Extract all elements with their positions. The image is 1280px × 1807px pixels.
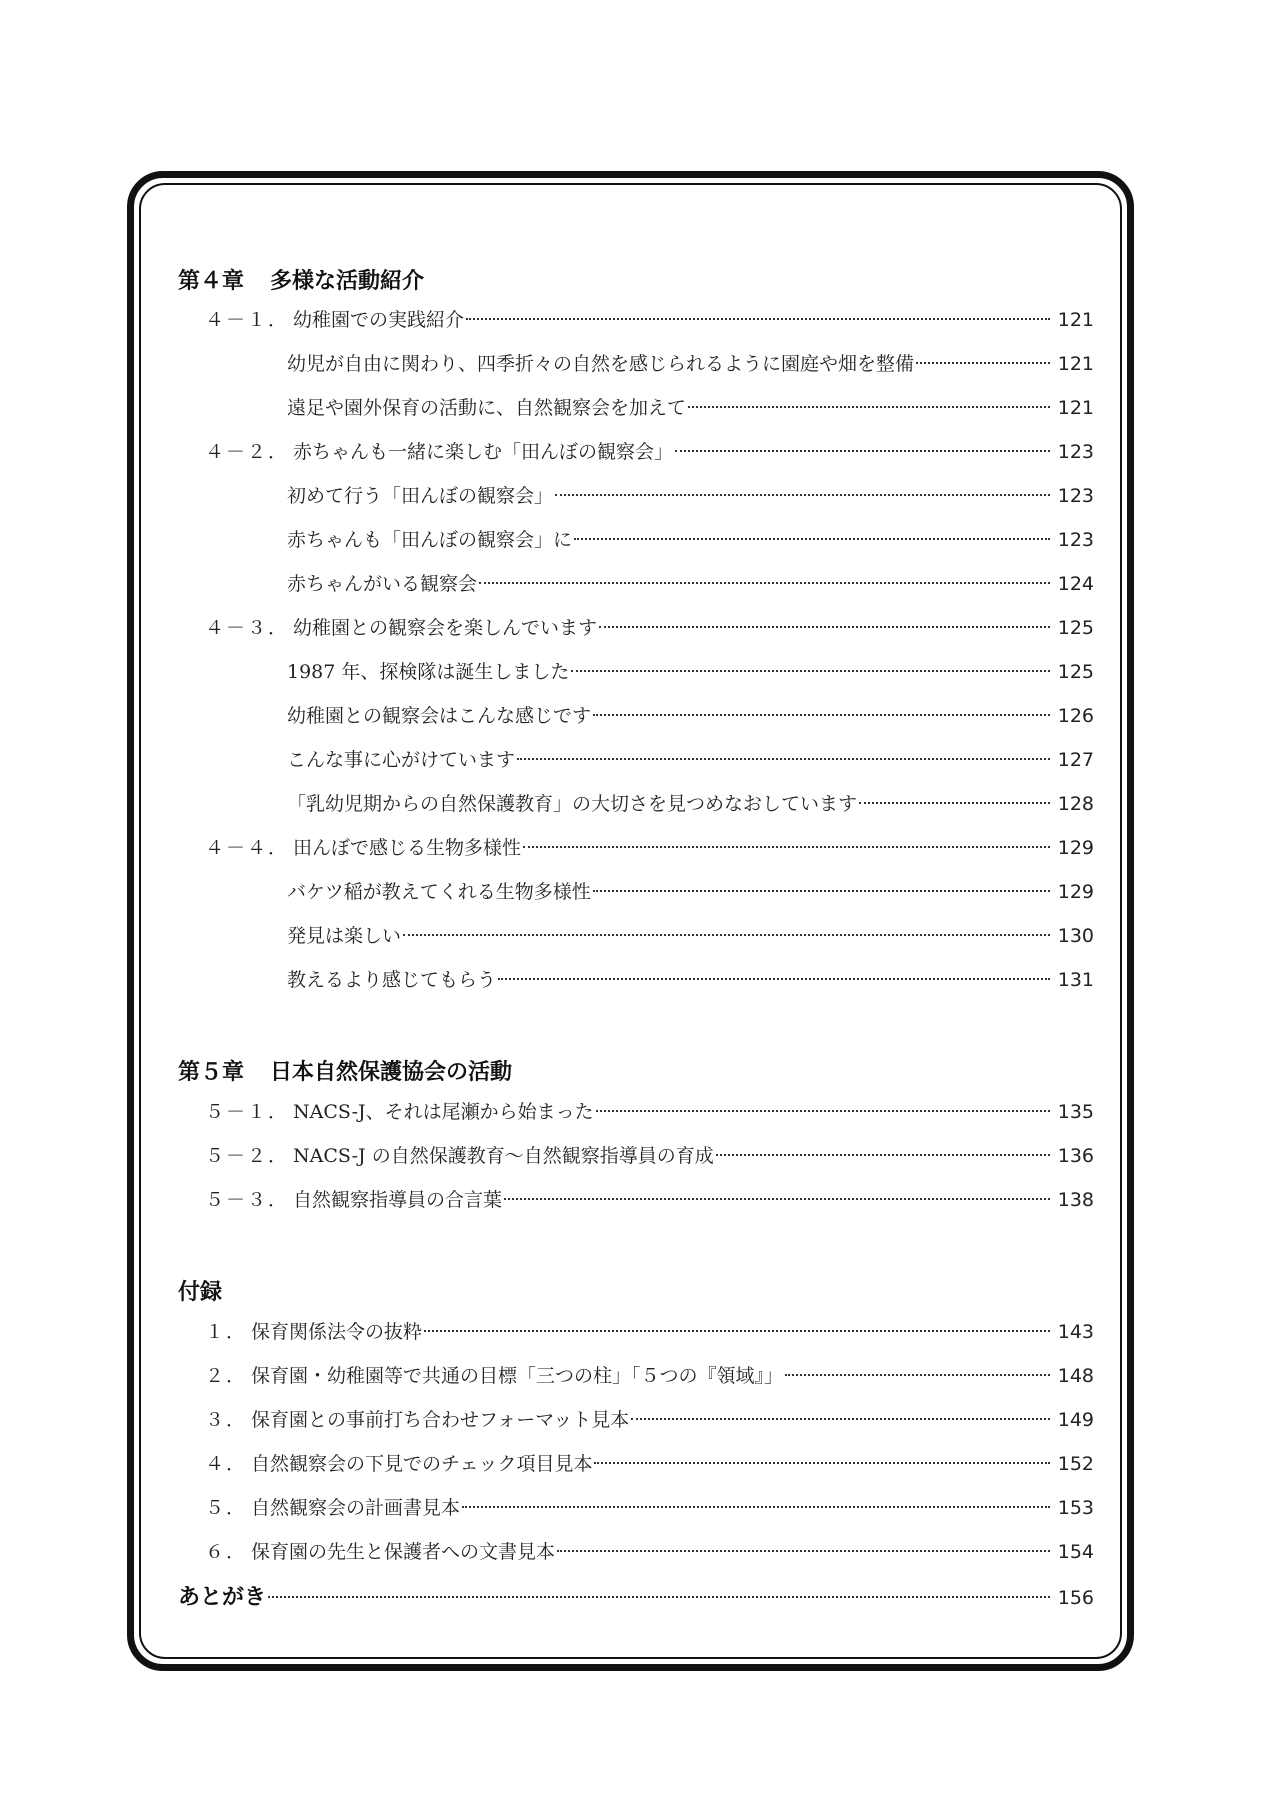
toc-entry[interactable] (287, 701, 1094, 731)
entry-number: ５－３． (205, 1189, 290, 1211)
entry-label: こんな事に心がけています (287, 749, 516, 771)
entry-number: ６． (205, 1541, 248, 1563)
entry-label: 遠足や園外保育の活動に、自然観察会を加えて (287, 397, 687, 419)
dot-leader (268, 1596, 1050, 1598)
page-number: 138 (1057, 1189, 1094, 1211)
dot-leader (593, 890, 1050, 892)
chapter-number: 第４章 (178, 269, 245, 294)
page-number: 135 (1057, 1101, 1094, 1123)
entry-label: 自然観察会の下見でのチェック項目見本 (251, 1453, 593, 1475)
toc-entry[interactable] (287, 569, 1094, 599)
dot-leader (403, 934, 1050, 936)
entry-label: バケツ稲が教えてくれる生物多様性 (287, 881, 591, 903)
page-number: 130 (1057, 925, 1094, 947)
page-number: 154 (1057, 1541, 1094, 1563)
chapter-4-heading (178, 264, 424, 295)
toc-entry[interactable] (205, 1097, 1094, 1127)
entry-label: 保育園・幼稚園等で共通の目標「三つの柱」「５つの『領域』」 (251, 1365, 784, 1387)
dot-leader (462, 1506, 1050, 1508)
toc-entry[interactable] (287, 657, 1094, 687)
page-number: 131 (1057, 969, 1094, 991)
toc-entry[interactable] (205, 1141, 1094, 1171)
entry-label: 田んぼで感じる生物多様性 (293, 837, 522, 859)
dot-leader (716, 1154, 1050, 1156)
toc-entry[interactable] (287, 393, 1094, 423)
entry-label: 自然観察会の計画書見本 (251, 1497, 461, 1519)
toc-entry[interactable] (205, 1405, 1094, 1435)
entry-label: 初めて行う「田んぼの観察会」 (287, 485, 554, 507)
entry-number: ３． (205, 1409, 248, 1431)
entry-number: ５． (205, 1497, 248, 1519)
appendix-heading (178, 1275, 222, 1306)
dot-leader (593, 714, 1050, 716)
entry-number: ４． (205, 1453, 248, 1475)
dot-leader (557, 1550, 1050, 1552)
dot-leader (424, 1330, 1050, 1332)
page-number: 121 (1057, 309, 1094, 331)
chapter-title: 多様な活動紹介 (270, 269, 425, 294)
entry-label: 保育関係法令の抜粋 (251, 1321, 423, 1343)
page-number: 125 (1057, 617, 1094, 639)
toc-entry-afterword[interactable] (178, 1583, 1094, 1613)
page-number: 126 (1057, 705, 1094, 727)
dot-leader (675, 450, 1050, 452)
entry-label: 幼稚園での実践紹介 (293, 309, 465, 331)
toc-entry[interactable] (287, 789, 1094, 819)
page-number: 124 (1057, 573, 1094, 595)
dot-leader (574, 538, 1050, 540)
page-number: 149 (1057, 1409, 1094, 1431)
page-number: 143 (1057, 1321, 1094, 1343)
toc-entry[interactable] (205, 1493, 1094, 1523)
dot-leader (504, 1198, 1050, 1200)
chapter-title: 日本自然保護協会の活動 (270, 1060, 513, 1085)
entry-label: 自然観察指導員の合言葉 (293, 1189, 503, 1211)
dot-leader (571, 670, 1049, 672)
dot-leader (785, 1374, 1050, 1376)
toc-entry[interactable] (205, 437, 1094, 467)
toc-entry[interactable] (287, 745, 1094, 775)
toc-entry[interactable] (205, 1361, 1094, 1391)
dot-leader (688, 406, 1050, 408)
page-number: 123 (1057, 441, 1094, 463)
page-number: 121 (1057, 397, 1094, 419)
entry-number: ２． (205, 1365, 248, 1387)
chapter-number: 第５章 (178, 1060, 245, 1085)
page-number: 153 (1057, 1497, 1094, 1519)
entry-number: ４－４． (205, 837, 290, 859)
toc-entry[interactable] (287, 525, 1094, 555)
dot-leader (466, 318, 1050, 320)
entry-label: 発見は楽しい (287, 925, 402, 947)
toc-entry[interactable] (205, 1317, 1094, 1347)
dot-leader (479, 582, 1050, 584)
page-number: 152 (1057, 1453, 1094, 1475)
toc-entry[interactable] (205, 1185, 1094, 1215)
toc-entry[interactable] (287, 481, 1094, 511)
entry-label: 教えるより感じてもらう (287, 969, 497, 991)
dot-leader (631, 1418, 1049, 1420)
chapter-5-heading (178, 1055, 512, 1086)
page-number: 128 (1057, 793, 1094, 815)
entry-label: 赤ちゃんも「田んぼの観察会」に (287, 529, 573, 551)
toc-entry[interactable] (287, 921, 1094, 951)
entry-number: ５－１． (205, 1101, 290, 1123)
entry-label: 「乳幼児期からの自然保護教育」の大切さを見つめなおしています (287, 793, 858, 815)
entry-number: ４－１． (205, 309, 290, 331)
toc-entry[interactable] (287, 349, 1094, 379)
appendix-title: 付録 (178, 1280, 223, 1305)
dot-leader (916, 362, 1050, 364)
page-number: 121 (1057, 353, 1094, 375)
page-number: 136 (1057, 1145, 1094, 1167)
entry-label: 幼稚園との観察会を楽しんでいます (293, 617, 598, 639)
page-number: 148 (1057, 1365, 1094, 1387)
entry-number: ４－３． (205, 617, 290, 639)
dot-leader (517, 758, 1050, 760)
toc-entry[interactable] (287, 877, 1094, 907)
entry-label: 赤ちゃんも一緒に楽しむ「田んぼの観察会」 (293, 441, 674, 463)
page-number: 129 (1057, 881, 1094, 903)
dot-leader (555, 494, 1050, 496)
entry-label: NACS-J の自然保護教育～自然観察指導員の育成 (293, 1145, 714, 1167)
toc-entry[interactable] (205, 833, 1094, 863)
entry-label: 保育園との事前打ち合わせフォーマット見本 (251, 1409, 630, 1431)
dot-leader (596, 1110, 1050, 1112)
dot-leader (594, 1462, 1049, 1464)
entry-label: 保育園の先生と保護者への文書見本 (251, 1541, 556, 1563)
page-number: 123 (1057, 485, 1094, 507)
toc-entry[interactable] (205, 1449, 1094, 1479)
dot-leader (599, 626, 1050, 628)
page-number: 129 (1057, 837, 1094, 859)
dot-leader (498, 978, 1050, 980)
entry-label: 赤ちゃんがいる観察会 (287, 573, 478, 595)
page-number: 156 (1057, 1587, 1094, 1609)
page-number: 127 (1057, 749, 1094, 771)
dot-leader (523, 846, 1050, 848)
entry-number: １． (205, 1321, 248, 1343)
entry-number: ４－２． (205, 441, 290, 463)
entry-label: 1987 年、探検隊は誕生しました (287, 661, 570, 683)
toc-entry[interactable] (205, 613, 1094, 643)
toc-entry[interactable] (205, 1537, 1094, 1567)
afterword-label: あとがき (178, 1585, 267, 1610)
toc-entry[interactable] (205, 305, 1094, 335)
entry-label: 幼稚園との観察会はこんな感じです (287, 705, 592, 727)
toc-entry[interactable] (287, 965, 1094, 995)
page-number: 125 (1057, 661, 1094, 683)
dot-leader (859, 802, 1050, 804)
page-number: 123 (1057, 529, 1094, 551)
entry-number: ５－２． (205, 1145, 290, 1167)
entry-label: NACS-J、それは尾瀬から始まった (293, 1101, 594, 1123)
entry-label: 幼児が自由に関わり、四季折々の自然を感じられるように園庭や畑を整備 (287, 353, 915, 375)
